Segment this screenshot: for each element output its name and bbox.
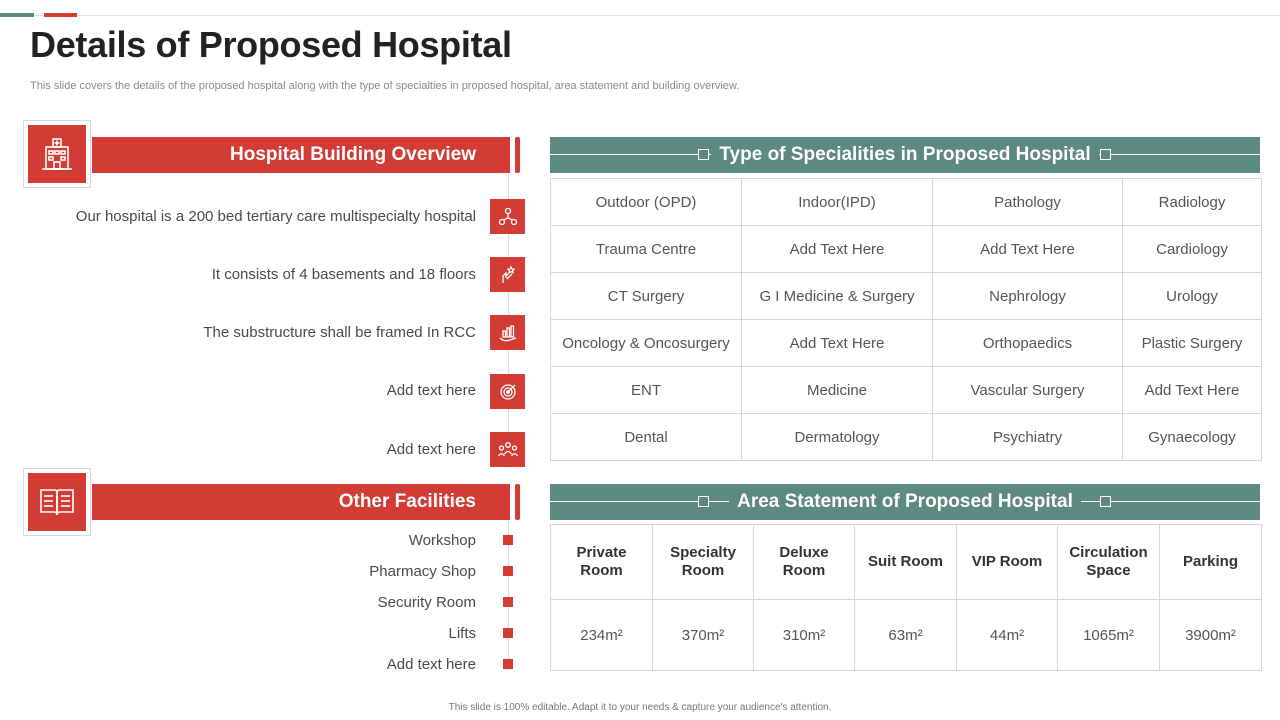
network-icon	[490, 199, 525, 234]
table-cell: 3900m²	[1160, 600, 1262, 671]
overview-item-text: The substructure shall be framed In RCC	[203, 324, 476, 341]
table-cell: Indoor(IPD)	[742, 179, 933, 226]
table-cell: Trauma Centre	[551, 226, 742, 273]
table-row	[551, 273, 1262, 320]
overview-heading-cap	[515, 137, 520, 173]
table-cell: 370m²	[653, 600, 754, 671]
table-cell: Urology	[1123, 273, 1262, 320]
table-row	[551, 226, 1262, 273]
accent-bar-green	[0, 13, 34, 17]
facility-bullet	[503, 535, 513, 545]
table-cell: 44m²	[957, 600, 1058, 671]
top-rule	[0, 15, 1280, 16]
column-header: VIP Room	[957, 525, 1058, 600]
heading-square-right	[1100, 496, 1111, 507]
column-header: Specialty Room	[653, 525, 754, 600]
table-row	[551, 320, 1262, 367]
column-header: Circulation Space	[1058, 525, 1160, 600]
table-row	[551, 600, 1262, 671]
table-header-row	[551, 525, 1262, 600]
table-row	[551, 414, 1262, 461]
table-cell: Nephrology	[933, 273, 1123, 320]
area-heading: Area Statement of Proposed Hospital	[729, 484, 1081, 520]
column-header: Private Room	[551, 525, 653, 600]
facilities-icon-frame	[23, 468, 91, 536]
column-header: Deluxe Room	[754, 525, 855, 600]
facilities-heading-cap	[515, 484, 520, 520]
facility-bullet	[503, 566, 513, 576]
facility-bullet	[503, 659, 513, 669]
overview-heading-bar: Hospital Building Overview	[92, 137, 510, 173]
table-cell: Plastic Surgery	[1123, 320, 1262, 367]
specialities-heading-bar	[550, 137, 1260, 173]
facility-bullet	[503, 597, 513, 607]
team-icon	[490, 432, 525, 467]
table-cell: Psychiatry	[933, 414, 1123, 461]
table-cell: Add Text Here	[933, 226, 1123, 273]
heading-square-left	[698, 496, 709, 507]
table-cell: Medicine	[742, 367, 933, 414]
heading-square-right	[1100, 149, 1111, 160]
facility-item: Add text here	[386, 656, 476, 673]
target-icon	[490, 374, 525, 409]
table-cell: Pathology	[933, 179, 1123, 226]
table-row	[551, 367, 1262, 414]
overview-item-text: Add text here	[386, 382, 476, 399]
facilities-heading-bar: Other Facilities	[92, 484, 510, 520]
table-cell: Add Text Here	[1123, 367, 1262, 414]
hospital-building-icon	[28, 125, 86, 183]
facility-item: Security Room	[377, 594, 476, 611]
accent-bar-red	[44, 13, 77, 17]
table-cell: 63m²	[855, 600, 957, 671]
table-cell: ENT	[551, 367, 742, 414]
table-cell: Dental	[551, 414, 742, 461]
column-header: Parking	[1160, 525, 1262, 600]
table-cell: Radiology	[1123, 179, 1262, 226]
overview-item-text: It consists of 4 basements and 18 floors	[211, 266, 476, 283]
specialities-heading: Type of Specialities in Proposed Hospital	[711, 137, 1098, 173]
overview-item-text: Add text here	[386, 441, 476, 458]
table-cell: G I Medicine & Surgery	[742, 273, 933, 320]
area-table	[550, 524, 1262, 671]
page-title: Details of Proposed Hospital	[30, 24, 512, 65]
table-cell: Vascular Surgery	[933, 367, 1123, 414]
table-cell: Outdoor (OPD)	[551, 179, 742, 226]
hand-stars-icon	[490, 257, 525, 292]
heading-square-left	[698, 149, 709, 160]
table-cell: 234m²	[551, 600, 653, 671]
facility-item: Lifts	[448, 625, 476, 642]
table-cell: 310m²	[754, 600, 855, 671]
column-header: Suit Room	[855, 525, 957, 600]
hand-growth-icon	[490, 315, 525, 350]
area-heading-bar	[550, 484, 1260, 520]
overview-item-text: Our hospital is a 200 bed tertiary care multispecialty hospital	[75, 208, 476, 225]
table-cell: Gynaecology	[1123, 414, 1262, 461]
table-cell: Cardiology	[1123, 226, 1262, 273]
table-cell: Oncology & Oncosurgery	[551, 320, 742, 367]
table-cell: Orthopaedics	[933, 320, 1123, 367]
table-row	[551, 179, 1262, 226]
table-cell: Add Text Here	[742, 320, 933, 367]
specialities-table	[550, 178, 1262, 461]
table-cell: Add Text Here	[742, 226, 933, 273]
facility-bullet	[503, 628, 513, 638]
overview-icon-frame	[23, 120, 91, 188]
facility-item: Workshop	[408, 532, 476, 549]
table-cell: CT Surgery	[551, 273, 742, 320]
footer-note: This slide is 100% editable. Adapt it to your needs & capture your audience's attention.	[448, 702, 832, 713]
table-cell: Dermatology	[742, 414, 933, 461]
table-cell: 1065m²	[1058, 600, 1160, 671]
open-book-icon	[28, 473, 86, 531]
page-subtitle: This slide covers the details of the proposed hospital along with the type of specialties in proposed hospital, area statement and building overview.	[30, 80, 740, 92]
facility-item: Pharmacy Shop	[369, 563, 476, 580]
